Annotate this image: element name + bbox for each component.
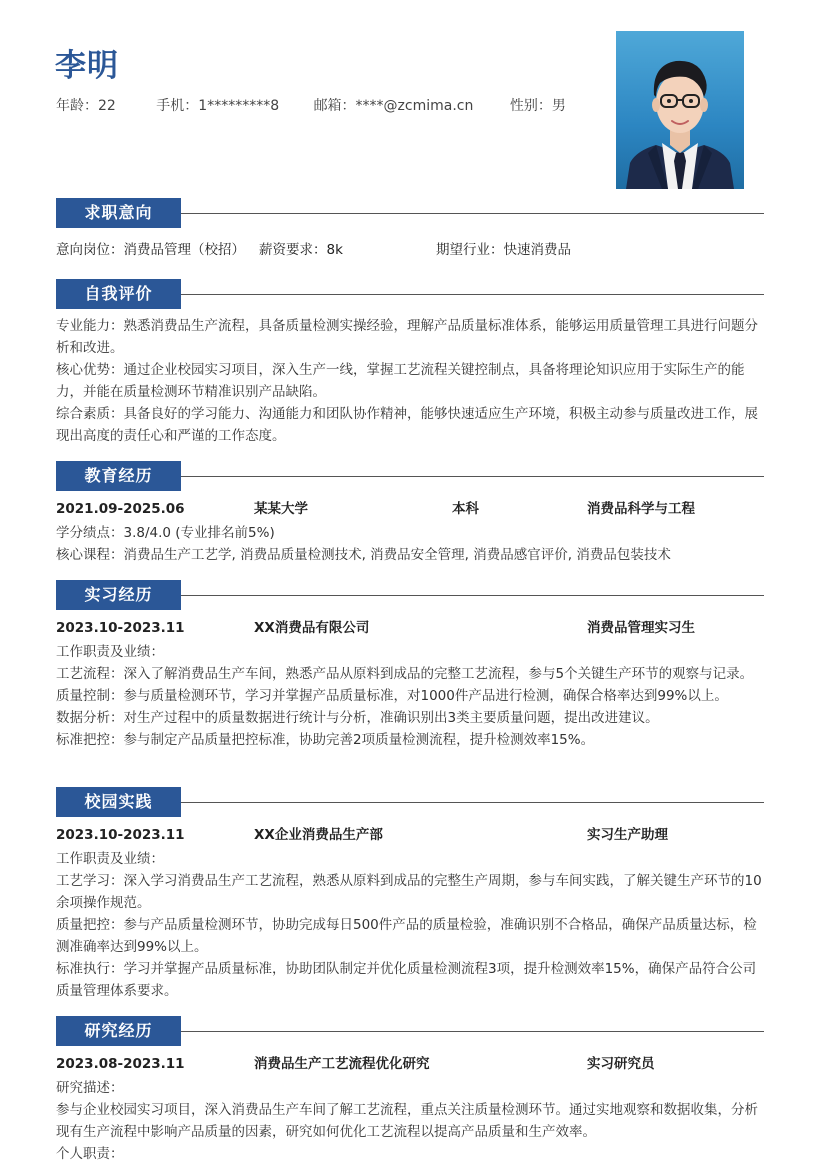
list-item: 质量控制：参与质量检测环节，学习并掌握产品质量标准，对1000件产品进行检测，确保合格率达到99%以上。	[56, 688, 728, 704]
job-role: 消费品管理实习生	[587, 620, 695, 636]
duties-label: 工作职责及业绩：	[56, 644, 164, 660]
section-title: 实习经历	[56, 580, 181, 610]
internship-period: 2023.10-2023.11	[56, 620, 185, 636]
section-education	[56, 461, 764, 491]
salary-requirement: 薪资要求：8k	[259, 242, 343, 258]
education-row	[56, 498, 764, 520]
basic-info	[56, 95, 566, 115]
project-name: 消费品生产工艺流程优化研究	[254, 1056, 430, 1072]
campus-details	[56, 848, 764, 1002]
list-item: 综合素质：具备良好的学习能力、沟通能力和团队协作精神，能够快速适应生产环境，积极主动参与质量改进工作，展现出高度的责任心和严谨的工作态度。	[56, 406, 758, 444]
section-title: 研究经历	[56, 1016, 181, 1046]
education-details	[56, 522, 764, 566]
phone-field: 手机：1*********8	[156, 98, 280, 114]
list-item: 质量把控：参与产品质量检测环节，协助完成每日500件产品的质量检验，准确识别不合格品，确保产品质量达标，检测准确率达到99%以上。	[56, 917, 757, 955]
list-item: 工艺学习：深入学习消费品生产工艺流程，熟悉从原料到成品的完整生产周期，参与车间实践，了解关键生产环节的10余项操作规范。	[56, 873, 762, 911]
degree: 本科	[452, 501, 479, 517]
school-name: 某某大学	[254, 501, 308, 517]
list-item: 标准把控：参与制定产品质量把控标准，协助完善2项质量检测流程，提升检测效率15%。	[56, 732, 595, 748]
core-courses: 核心课程：消费品生产工艺学, 消费品质量检测技术, 消费品安全管理, 消费品感官评价, 消费品包装技术	[56, 547, 671, 563]
email-field: 邮箱：****@zcmima.cn	[313, 98, 474, 114]
section-self-evaluation	[56, 279, 764, 309]
list-item: 工艺流程：深入了解消费品生产车间，熟悉产品从原料到成品的完整工艺流程，参与5个关键生产环节的观察与记录。	[56, 666, 754, 682]
portrait-icon	[616, 31, 744, 189]
section-divider	[181, 595, 764, 596]
company-name: XX消费品有限公司	[254, 620, 370, 636]
section-title: 求职意向	[56, 198, 181, 228]
duties-label: 工作职责及业绩：	[56, 851, 164, 867]
gender-field: 性别：男	[509, 98, 566, 114]
list-item: 核心优势：通过企业校园实习项目，深入生产一线，掌握工艺流程关键控制点，具备将理论知识应用于实际生产的能力，并能在质量检测环节精准识别产品缺陷。	[56, 362, 745, 400]
internship-details	[56, 641, 764, 751]
job-intent-row	[56, 239, 764, 261]
list-item: 数据分析：对生产过程中的质量数据进行统计与分析，准确识别出3类主要质量问题，提出改进建议。	[56, 710, 659, 726]
section-title: 自我评价	[56, 279, 181, 309]
section-divider	[181, 476, 764, 477]
candidate-name: 李明	[55, 48, 119, 84]
duties-label: 个人职责：	[56, 1146, 124, 1160]
organization-name: XX企业消费品生产部	[254, 827, 383, 843]
gpa: 学分绩点：3.8/4.0 (专业排名前5%)	[56, 525, 275, 541]
section-internship	[56, 580, 764, 610]
research-description: 参与企业校园实习项目，深入消费品生产车间了解工艺流程，重点关注质量检测环节。通过实地观察和数据收集，分析现有生产流程中影响产品质量的因素，研究如何优化工艺流程以提高产品质量和生产效率。	[56, 1102, 758, 1140]
research-row	[56, 1053, 764, 1075]
list-item: 标准执行：学习并掌握产品质量标准，协助团队制定并优化质量检测流程3项，提升检测效率15%，确保产品符合公司质量管理体系要求。	[56, 961, 757, 999]
profile-photo	[616, 31, 744, 189]
research-details	[56, 1077, 764, 1160]
intended-position: 意向岗位：消费品管理（校招）	[56, 242, 245, 258]
major: 消费品科学与工程	[587, 501, 695, 517]
section-title: 教育经历	[56, 461, 181, 491]
self-evaluation-body	[56, 315, 764, 447]
section-campus-practice	[56, 787, 764, 817]
list-item: 专业能力：熟悉消费品生产流程，具备质量检测实操经验，理解产品质量标准体系，能够运用质量管理工具进行问题分析和改进。	[56, 318, 758, 356]
section-divider	[181, 294, 764, 295]
research-period: 2023.08-2023.11	[56, 1056, 185, 1072]
job-role: 实习生产助理	[587, 827, 668, 843]
section-divider	[181, 213, 764, 214]
expected-industry: 期望行业：快速消费品	[436, 242, 571, 258]
description-label: 研究描述：	[56, 1080, 124, 1096]
internship-row	[56, 617, 764, 639]
section-divider	[181, 1031, 764, 1032]
age-field: 年龄：22	[56, 98, 116, 114]
job-role: 实习研究员	[587, 1056, 655, 1072]
section-research	[56, 1016, 764, 1046]
education-period: 2021.09-2025.06	[56, 501, 185, 517]
section-title: 校园实践	[56, 787, 181, 817]
campus-row	[56, 824, 764, 846]
section-job-intent	[56, 198, 764, 228]
section-divider	[181, 802, 764, 803]
campus-period: 2023.10-2023.11	[56, 827, 185, 843]
